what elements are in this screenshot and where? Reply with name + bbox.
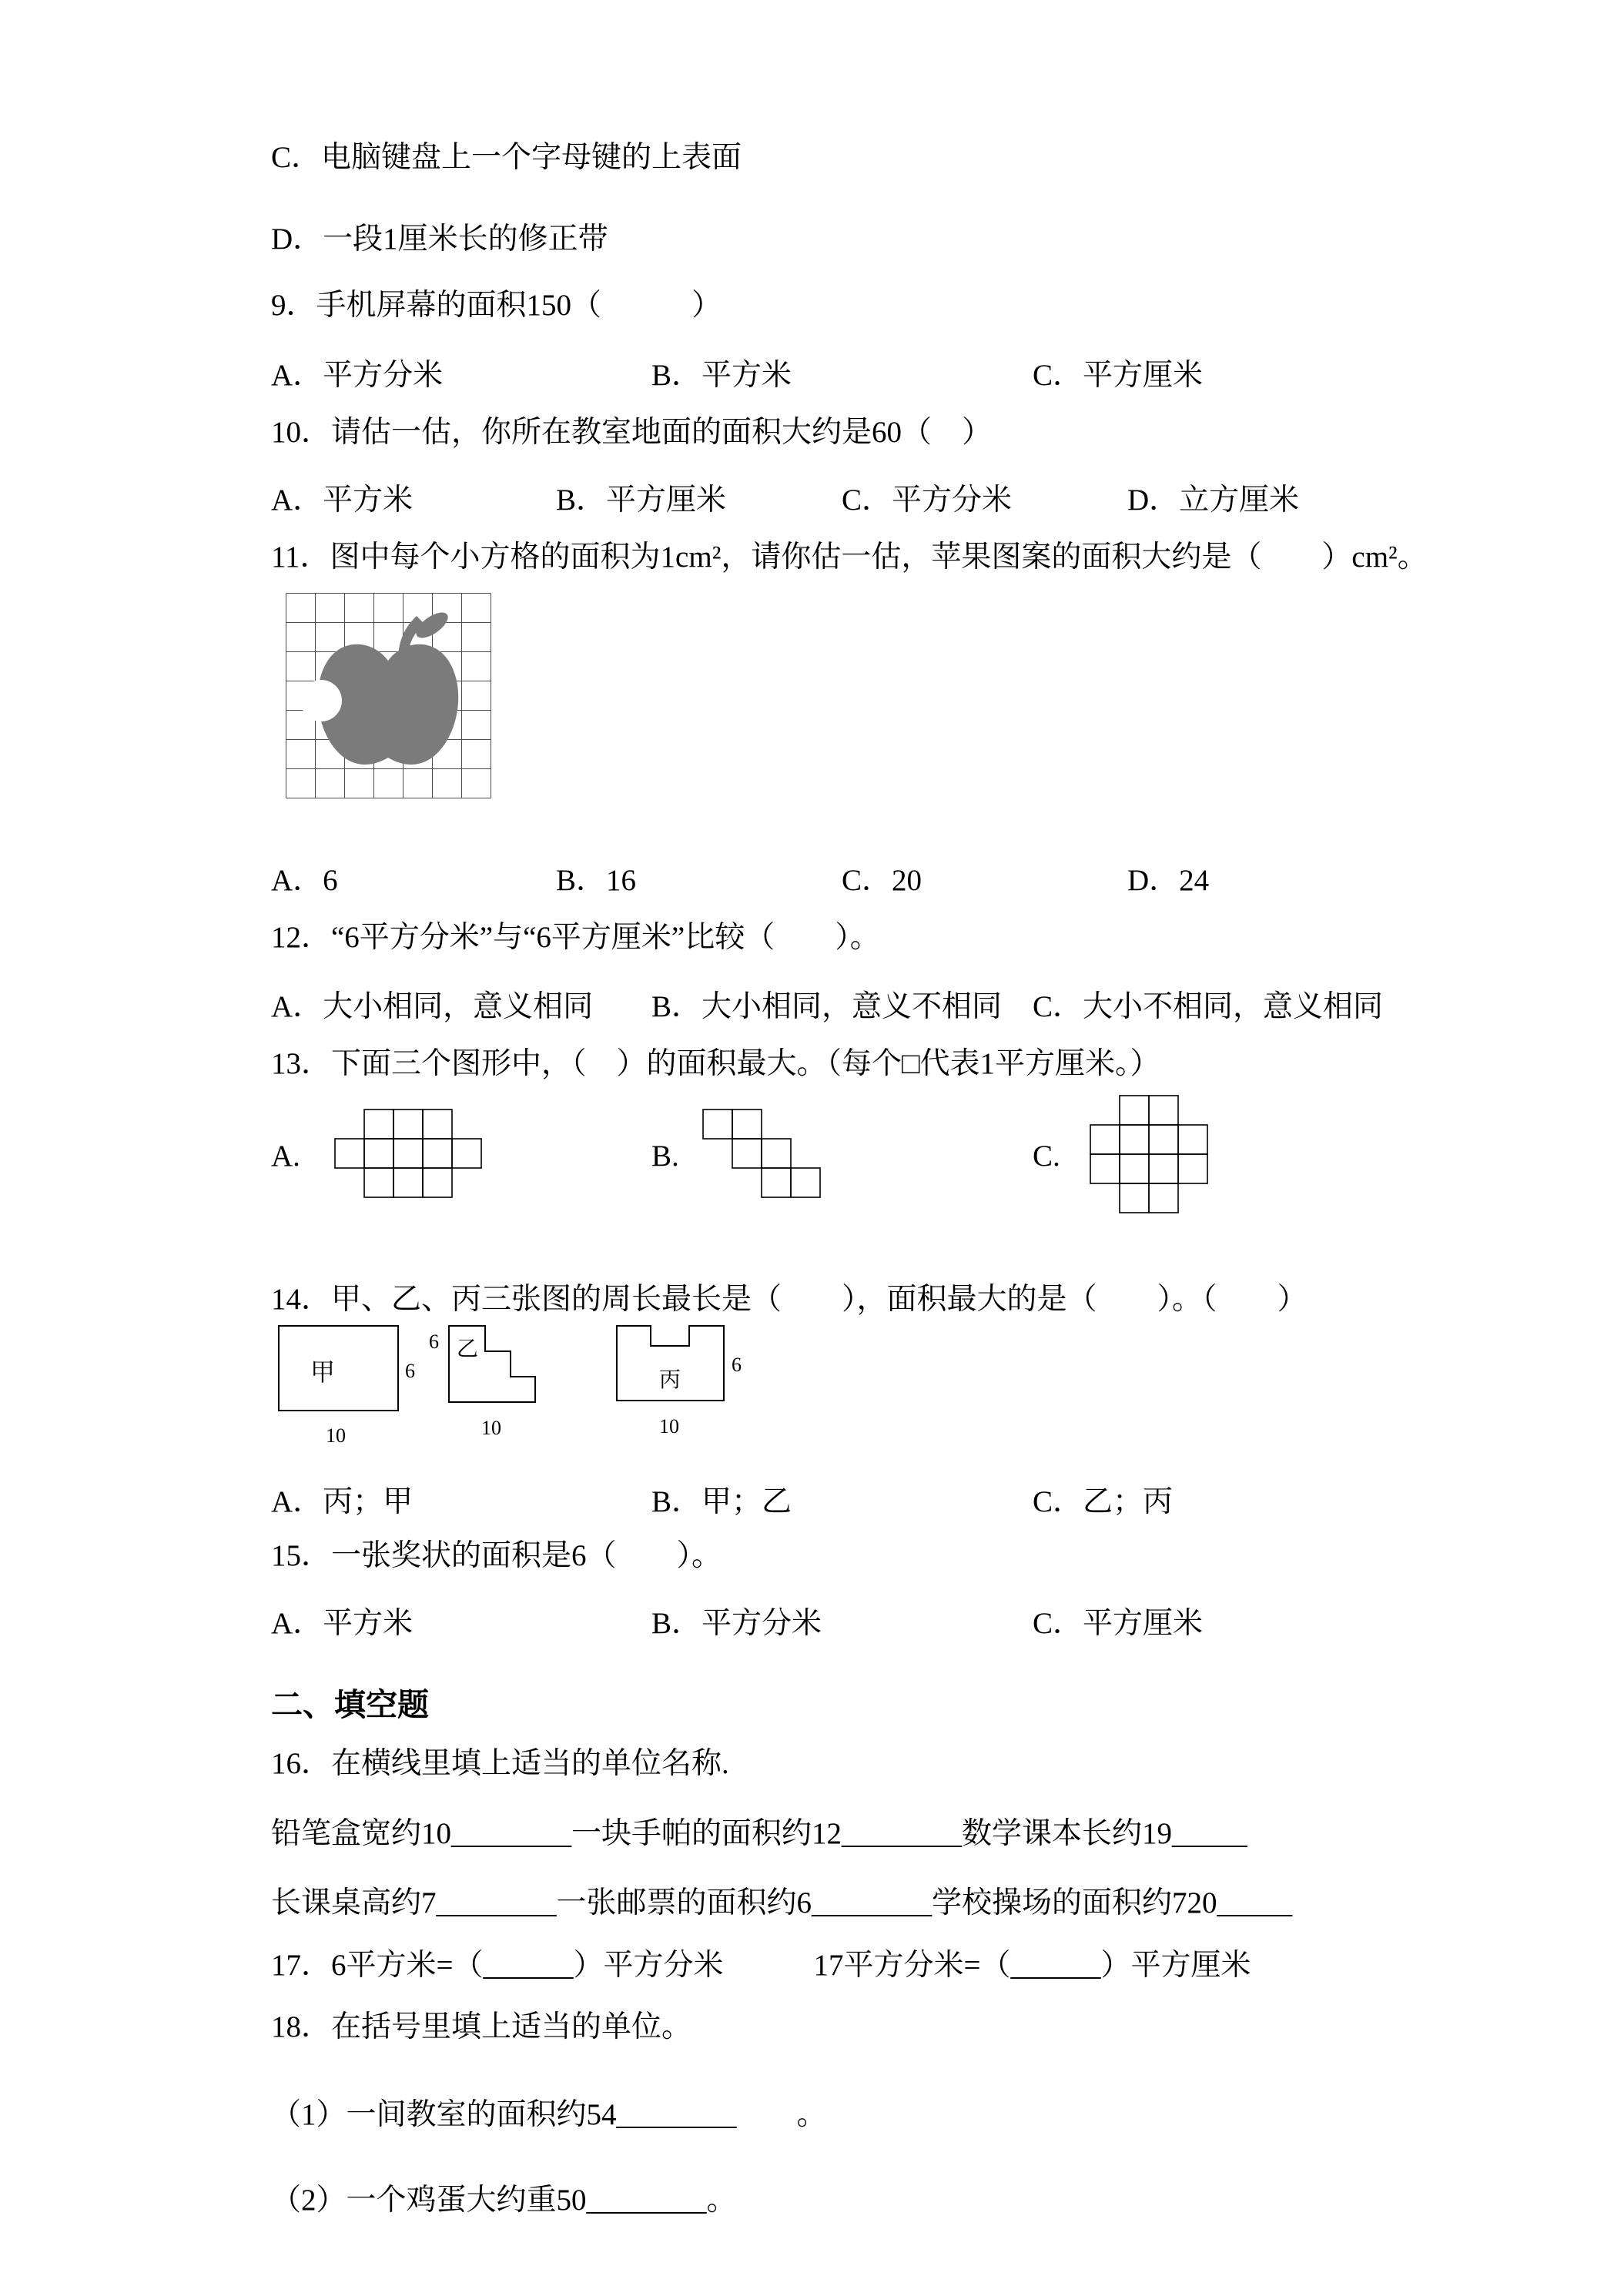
q14-yi-svg [427, 1325, 589, 1456]
q13-shape-b-figure [702, 1109, 821, 1199]
q11-option-b: B．16 [556, 864, 637, 897]
section2-heading: 二、填空题 [271, 1687, 429, 1722]
apple-grid-svg [286, 593, 491, 798]
q8-option-c: C．电脑键盘上一个字母键的上表面 [271, 141, 742, 174]
q10-stem: 10．请估一估，你所在教室地面的面积大约是60（ ） [271, 416, 993, 449]
apple-bite [300, 680, 342, 721]
q10-option-b: B．平方厘米 [556, 484, 727, 517]
q11-apple-grid-figure [286, 593, 491, 798]
q15-option-b: B．平方分米 [651, 1607, 822, 1640]
jia-label: 甲 [310, 1358, 336, 1386]
q12-option-a: A．大小相同，意义相同 [271, 990, 594, 1023]
q12-stem: 12．“6平方分米”与“6平方厘米”比较（ ）。 [271, 921, 880, 954]
q14-stem: 14．甲、乙、丙三张图的周长最长是（ ），面积最大的是（ ）。（ ） [271, 1283, 1308, 1316]
q15-stem: 15．一张奖状的面积是6（ ）。 [271, 1539, 722, 1572]
yi-base-value: 10 [481, 1417, 501, 1439]
q14-figure-jia [278, 1325, 440, 1456]
q13-label-c: C. [1033, 1140, 1060, 1173]
q13-shape-c-figure [1090, 1095, 1208, 1214]
q11-option-a: A．6 [271, 864, 338, 897]
bing-side-value: 6 [732, 1354, 742, 1376]
q12-options [271, 982, 1542, 1024]
q9-option-b: B．平方米 [651, 359, 792, 392]
q8-option-d: D．一段1厘米长的修正带 [271, 223, 608, 256]
q13-stem: 13．下面三个图形中，（ ）的面积最大。（每个□代表1平方厘米。） [271, 1047, 1160, 1080]
yi-side-value: 6 [429, 1330, 439, 1353]
q13-shape-a-svg [334, 1109, 482, 1199]
q14-bing-svg [616, 1325, 778, 1456]
q14-jia-svg [278, 1325, 440, 1456]
q11-stem: 11．图中每个小方格的面积为1cm²，请你估一估，苹果图案的面积大约是（ ）cm²。 [271, 541, 1428, 574]
q14-figure-yi [427, 1325, 589, 1456]
q11-options [271, 856, 1542, 898]
q13-shape-c-svg [1090, 1095, 1208, 1214]
q17-text: 17．6平方米=（______）平方分米 17平方分米=（______）平方厘米 [271, 1949, 1251, 1982]
q9-option-c: C．平方厘米 [1033, 359, 1204, 392]
q16-blank-line-1: 铅笔盒宽约10________一块手帕的面积约12________数学课本长约19_____ [271, 1817, 1247, 1850]
yi-label: 乙 [457, 1337, 479, 1361]
q14-option-c: C．乙；丙 [1033, 1485, 1174, 1518]
q9-options [271, 351, 1542, 393]
q14-options [271, 1478, 1542, 1519]
q13-label-a: A. [271, 1140, 300, 1173]
q10-options [271, 476, 1542, 517]
q9-stem: 9．手机屏幕的面积150（ ） [271, 289, 722, 322]
q9-option-a: A．平方分米 [271, 359, 444, 392]
q15-option-a: A．平方米 [271, 1607, 414, 1640]
q14-option-a: A．丙；甲 [271, 1485, 414, 1518]
apple-shape-icon [300, 607, 458, 765]
q10-option-a: A．平方米 [271, 484, 414, 517]
q18-item-2: （2）一个鸡蛋大约重50________。 [271, 2184, 737, 2217]
q10-option-d: D．立方厘米 [1127, 484, 1300, 517]
jia-side-value: 6 [405, 1360, 415, 1382]
q14-option-b: B．甲；乙 [651, 1485, 792, 1518]
q18-item-1: （1）一间教室的面积约54________ 。 [271, 2098, 827, 2131]
bing-base-value: 10 [659, 1415, 679, 1438]
q12-option-b: B．大小相同，意义不相同 [651, 990, 1003, 1023]
q13-label-b: B. [651, 1140, 679, 1173]
q12-option-c: C．大小不相同，意义相同 [1033, 990, 1384, 1023]
q15-option-c: C．平方厘米 [1033, 1607, 1204, 1640]
q13-shape-a-figure [334, 1109, 482, 1199]
q14-figure-bing [616, 1325, 778, 1456]
bing-label: 丙 [659, 1368, 681, 1392]
q10-option-c: C．平方分米 [842, 484, 1013, 517]
jia-base-value: 10 [326, 1424, 346, 1447]
q15-options [271, 1599, 1542, 1641]
q16-stem: 16．在横线里填上适当的单位名称. [271, 1747, 729, 1780]
q11-option-c: C．20 [842, 864, 922, 897]
q18-stem: 18．在括号里填上适当的单位。 [271, 2010, 692, 2043]
q11-option-d: D．24 [1127, 864, 1210, 897]
q16-blank-line-2: 长课桌高约7________一张邮票的面积约6________学校操场的面积约720_____ [271, 1886, 1293, 1919]
q13-shape-b-svg [702, 1109, 821, 1199]
